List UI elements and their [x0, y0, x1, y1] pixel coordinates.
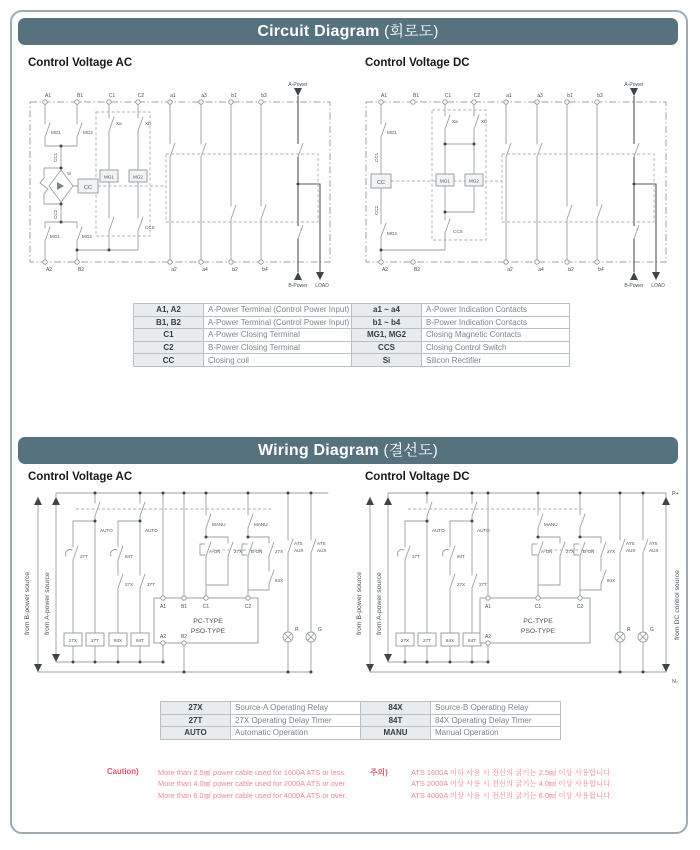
svg-text:Xb: Xb — [481, 119, 487, 124]
svg-text:27T: 27T — [91, 638, 99, 643]
legend-code-cell: a1 ~ a4 — [352, 304, 422, 317]
table-row — [134, 341, 570, 354]
svg-text:MG1: MG1 — [50, 234, 60, 239]
table-row — [161, 727, 561, 740]
section-header-circuit — [18, 18, 678, 45]
svg-text:A-ON: A-ON — [541, 549, 553, 554]
legend-desc-cell: Silicon Rectifier — [422, 354, 570, 367]
svg-text:a1: a1 — [506, 93, 512, 99]
svg-text:C1: C1 — [534, 604, 542, 610]
table-row — [161, 702, 561, 715]
svg-text:a2: a2 — [507, 267, 513, 273]
legend-desc-cell: Closing Magnetic Contacts — [422, 329, 570, 342]
svg-text:B2: B2 — [180, 634, 188, 640]
from-dc-control-label: from DC control source — [674, 570, 681, 640]
table-row — [134, 304, 570, 317]
mg2-coil-label: MG2 — [133, 174, 143, 180]
svg-text:AUTO: AUTO — [432, 528, 445, 533]
caution-label-ko: 주의) — [370, 768, 388, 777]
circuit-ac-diagram — [20, 78, 352, 290]
svg-text:27T: 27T — [147, 582, 155, 587]
svg-text:27X: 27X — [275, 549, 284, 554]
svg-text:a4: a4 — [202, 267, 208, 273]
svg-text:Xa: Xa — [116, 121, 122, 126]
svg-text:b3: b3 — [261, 93, 267, 99]
cc-label: CC — [84, 185, 92, 191]
legend-desc-cell: A-Power Terminal (Control Power Input) — [204, 304, 352, 317]
svg-text:AUX: AUX — [294, 548, 304, 553]
svg-text:84T: 84T — [136, 638, 144, 643]
svg-text:C1: C1 — [202, 604, 210, 610]
caution-lines-ko — [411, 767, 613, 801]
svg-text:b4: b4 — [598, 267, 604, 273]
svg-text:ATS: ATS — [294, 541, 303, 546]
svg-text:AUX: AUX — [626, 548, 636, 553]
legend-code-cell: 27T — [161, 714, 231, 727]
svg-text:ATS: ATS — [626, 541, 635, 546]
svg-text:84X: 84X — [275, 578, 284, 583]
legend-code-cell: B1, B2 — [134, 316, 204, 329]
svg-text:MANU: MANU — [212, 522, 226, 527]
wires — [381, 102, 602, 262]
circuit-ac-title: Control Voltage AC — [28, 57, 133, 69]
mg1-coil-label: MG1 — [104, 174, 114, 180]
legend-code-cell: 27X — [161, 702, 231, 715]
svg-text:B-ON: B-ON — [251, 549, 263, 554]
svg-text:27X: 27X — [566, 549, 575, 554]
pso-type-label: PSO-TYPE — [520, 628, 556, 635]
lamp-r-label: R — [627, 627, 631, 633]
table-row — [134, 316, 570, 329]
legend-code-cell: b1 ~ b4 — [352, 316, 422, 329]
wiring-ac-diagram — [16, 485, 348, 695]
coil-boxes — [396, 633, 481, 646]
svg-text:AUX: AUX — [649, 548, 659, 553]
legend-code-cell: AUTO — [161, 727, 231, 740]
wiring-legend-table — [160, 701, 561, 740]
wires — [40, 102, 266, 262]
a-power-label: A-Power — [288, 82, 308, 88]
lamp-r-label: R — [295, 627, 299, 633]
caution-line: ATS 4000A 이상 사용 시 전선의 굵기는 6.0㎟ 이상 사용합니다. — [411, 790, 613, 800]
p-plus-label: P+ — [672, 491, 679, 497]
svg-text:a3: a3 — [201, 93, 207, 99]
svg-text:A2: A2 — [484, 634, 492, 640]
load-label: LOAD — [315, 283, 329, 289]
legend-desc-cell: A-Power Closing Terminal — [204, 329, 352, 342]
svg-text:MG2: MG2 — [387, 231, 397, 236]
legend-code-cell: MANU — [361, 727, 431, 740]
svg-text:84T: 84T — [457, 554, 465, 559]
legend-desc-cell: Source-B Operating Relay — [431, 702, 561, 715]
svg-text:84X: 84X — [113, 638, 123, 643]
legend-desc-cell: B-Power Indication Contacts — [422, 316, 570, 329]
circuit-dc-title: Control Voltage DC — [365, 57, 470, 69]
svg-text:27T: 27T — [80, 554, 88, 559]
svg-text:27X: 27X — [125, 582, 134, 587]
section-header-wiring — [18, 437, 678, 464]
svg-text:a1: a1 — [170, 93, 176, 99]
svg-text:A2: A2 — [159, 634, 167, 640]
svg-text:AUTO: AUTO — [145, 528, 158, 533]
svg-text:b4: b4 — [262, 267, 268, 273]
section-title: Wiring Diagram — [257, 442, 379, 459]
table-row — [134, 354, 570, 367]
junction-dots — [60, 145, 300, 252]
svg-text:Xa: Xa — [452, 119, 458, 124]
svg-text:C1: C1 — [108, 93, 116, 99]
svg-text:MANU: MANU — [254, 522, 268, 527]
svg-text:CC1: CC1 — [374, 152, 379, 162]
svg-text:Si: Si — [67, 171, 72, 176]
legend-desc-cell: 27X Operating Delay Timer — [231, 714, 361, 727]
controller-box — [480, 596, 590, 645]
svg-text:B1: B1 — [180, 604, 188, 610]
load-label: LOAD — [651, 283, 665, 289]
page-panel — [10, 10, 688, 834]
svg-text:MG1: MG1 — [387, 130, 397, 135]
legend-desc-cell: Closing Control Switch — [422, 341, 570, 354]
svg-text:CCS: CCS — [145, 225, 155, 230]
svg-text:CC1: CC1 — [53, 152, 58, 162]
svg-text:27T: 27T — [412, 554, 420, 559]
caution-line: ATS 2000A 이상 사용 시 전선의 굵기는 4.0㎟ 이상 사용합니다. — [411, 779, 613, 789]
b-power-label: B-Power — [288, 283, 308, 289]
circuit-boundary — [366, 102, 666, 262]
svg-text:AUTO: AUTO — [477, 528, 490, 533]
svg-text:a3: a3 — [537, 93, 543, 99]
svg-text:CC2: CC2 — [53, 209, 58, 219]
terminal-labels — [381, 93, 604, 273]
legend-code-cell: C1 — [134, 329, 204, 342]
svg-text:AUX: AUX — [317, 548, 327, 553]
svg-text:C2: C2 — [244, 604, 252, 610]
legend-code-cell: CCS — [352, 341, 422, 354]
pc-type-label: PC-TYPE — [193, 618, 223, 625]
legend-code-cell: 84T — [361, 714, 431, 727]
svg-text:84X: 84X — [445, 638, 455, 643]
power-lines — [298, 96, 320, 272]
terminals — [43, 100, 263, 264]
svg-text:MG1: MG1 — [51, 130, 61, 135]
lamp-g-label: G — [650, 627, 654, 633]
svg-text:b1: b1 — [567, 93, 573, 99]
power-arrows — [624, 82, 665, 289]
svg-text:b1: b1 — [231, 93, 237, 99]
section-title: Circuit Diagram — [257, 23, 380, 40]
svg-text:C2: C2 — [576, 604, 584, 610]
legend-desc-cell: A-Power Indication Contacts — [422, 304, 570, 317]
caution-line: More than 4.0㎟ power cable used for 2000A ATS or over. — [158, 779, 347, 789]
b-power-label: B-Power — [624, 283, 644, 289]
svg-text:27X: 27X — [68, 638, 78, 643]
legend-desc-cell: Manual Operation — [431, 727, 561, 740]
caution-lines-en — [158, 767, 347, 801]
caution-label-en: Caution) — [107, 767, 139, 776]
cc-label: CC — [377, 180, 385, 186]
svg-text:B2: B2 — [77, 267, 85, 273]
svg-text:C2: C2 — [137, 93, 145, 99]
n-minus-label: N- — [672, 679, 678, 685]
svg-text:A-ON: A-ON — [209, 549, 221, 554]
svg-text:ATS: ATS — [649, 541, 658, 546]
coil-boxes — [64, 633, 149, 646]
svg-text:A1: A1 — [484, 604, 492, 610]
pso-type-label: PSO-TYPE — [190, 628, 226, 635]
svg-text:a4: a4 — [538, 267, 544, 273]
from-a-power-label: from A-power source — [44, 572, 51, 635]
from-b-power-label: from B-power source — [24, 571, 31, 635]
svg-text:A1: A1 — [44, 93, 52, 99]
svg-text:27X: 27X — [457, 582, 466, 587]
svg-text:27X: 27X — [400, 638, 410, 643]
circuit-dc-diagram — [356, 78, 688, 290]
svg-text:27T: 27T — [423, 638, 431, 643]
svg-text:A1: A1 — [380, 93, 388, 99]
power-lines — [634, 96, 656, 272]
a-power-label: A-Power — [624, 82, 644, 88]
svg-text:b2: b2 — [232, 267, 238, 273]
svg-text:MG2: MG2 — [83, 130, 93, 135]
legend-desc-cell: 84X Operating Delay Timer — [431, 714, 561, 727]
legend-code-cell: Si — [352, 354, 422, 367]
legend-code-cell: A1, A2 — [134, 304, 204, 317]
legend-code-cell: MG1, MG2 — [352, 329, 422, 342]
wiring-dc-title: Control Voltage DC — [365, 471, 470, 483]
mg2-coil-label: MG2 — [469, 178, 479, 184]
caution-line: ATS 1600A 이하 사용 시 전선의 굵기는 2.5㎟ 이상 사용합니다. — [411, 768, 613, 777]
svg-text:27X: 27X — [234, 549, 243, 554]
legend-desc-cell: Closing coil — [204, 354, 352, 367]
svg-text:B1: B1 — [412, 93, 420, 99]
svg-text:AUTO: AUTO — [100, 528, 113, 533]
wiring-dc-diagram — [348, 485, 690, 697]
svg-text:b3: b3 — [597, 93, 603, 99]
svg-text:Xb: Xb — [145, 121, 151, 126]
wiring-ac-title: Control Voltage AC — [28, 471, 133, 483]
legend-code-cell: 84X — [361, 702, 431, 715]
legend-code-cell: C2 — [134, 341, 204, 354]
legend-code-cell: CC — [134, 354, 204, 367]
section-title-korean: (회로도) — [384, 23, 439, 40]
section-title-korean: (결선도) — [383, 442, 439, 459]
power-arrows — [288, 82, 329, 289]
legend-desc-cell: Automatic Operation — [231, 727, 361, 740]
legend-desc-cell: Source-A Operating Relay — [231, 702, 361, 715]
svg-text:27X: 27X — [607, 549, 616, 554]
controller-box — [154, 596, 258, 645]
svg-text:a2: a2 — [171, 267, 177, 273]
svg-text:84X: 84X — [607, 578, 616, 583]
svg-text:MG2: MG2 — [82, 234, 92, 239]
svg-text:B1: B1 — [76, 93, 84, 99]
legend-desc-cell: B-Power Closing Terminal — [204, 341, 352, 354]
table-row — [161, 714, 561, 727]
terminals — [379, 100, 599, 264]
svg-text:84T: 84T — [468, 638, 476, 643]
svg-text:CCS: CCS — [453, 229, 463, 234]
circuit-legend-table — [133, 303, 570, 367]
svg-text:84T: 84T — [125, 554, 133, 559]
from-b-power-label: from B-power source — [356, 571, 363, 635]
svg-text:A1: A1 — [159, 604, 167, 610]
table-row — [134, 329, 570, 342]
svg-text:A2: A2 — [45, 267, 53, 273]
svg-text:CC2: CC2 — [374, 205, 379, 215]
svg-text:C2: C2 — [473, 93, 481, 99]
svg-text:MANU: MANU — [544, 522, 558, 527]
pc-type-label: PC-TYPE — [523, 618, 553, 625]
svg-text:C1: C1 — [444, 93, 452, 99]
svg-text:b2: b2 — [568, 267, 574, 273]
svg-text:ATS: ATS — [317, 541, 326, 546]
svg-text:B2: B2 — [413, 267, 421, 273]
circuit-boundary — [30, 102, 330, 262]
caution-line: More than 2.5㎟ power cable used for 1600A ATS or less. — [158, 768, 347, 777]
svg-text:A2: A2 — [381, 267, 389, 273]
svg-text:B-ON: B-ON — [583, 549, 595, 554]
caution-line: More than 6.0㎟ power cable used for 4000A ATS or over. — [158, 790, 347, 800]
mg1-coil-label: MG1 — [440, 178, 450, 184]
from-a-power-label: from A-power source — [376, 572, 383, 635]
lamp-g-label: G — [318, 627, 322, 633]
svg-text:27T: 27T — [479, 582, 487, 587]
legend-desc-cell: A-Power Terminal (Control Power Input) — [204, 316, 352, 329]
